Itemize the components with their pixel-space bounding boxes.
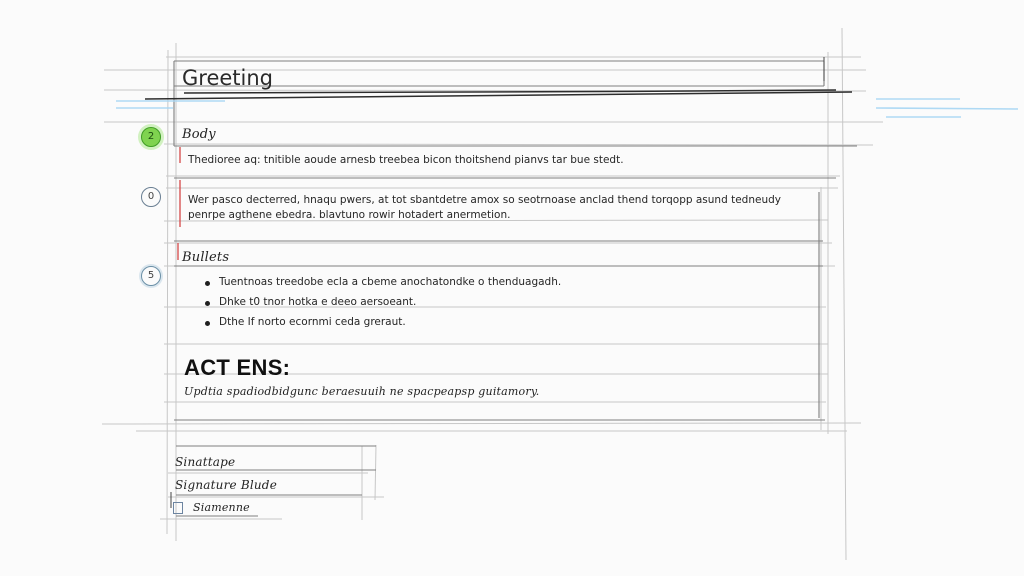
section-marker-bullets: 5 — [141, 266, 161, 286]
body-paragraph-2-line-2: penrpe agthene ebedra. blavtuno rowir hotadert anermetion. — [188, 209, 511, 221]
body-paragraph-1: Thedioree aq: tnitible aoude arnesb treebea bicon thoitshend pianvs tar bue stedt. — [188, 154, 624, 166]
bullet-item: Dthe If norto ecornmi ceda greraut. — [201, 316, 561, 336]
signature-line-1: Sinattape — [175, 455, 236, 469]
bullet-item: Tuentnoas treedobe ecla a cbeme anochatondke o thenduagadh. — [201, 276, 561, 296]
body-paragraph-2-line-1: Wer pasco decterred, hnaqu pwers, at tot sbantdetre amox so seotrnoase anclad thend torqopp asund tedneudy — [188, 194, 781, 206]
actions-title: ACT ENS: — [184, 355, 291, 380]
body-paragraph-2 — [188, 193, 781, 223]
signature-box-icon — [173, 502, 183, 514]
bullets-label: Bullets — [182, 250, 230, 265]
signature-line-2: Signature Blude — [175, 478, 277, 492]
bullet-list — [201, 276, 561, 336]
section-marker-body-2: 0 — [141, 187, 161, 207]
bullet-item: Dhke t0 tnor hotka e deeo aersoeant. — [201, 296, 561, 316]
signature-line-3: Siamenne — [193, 501, 250, 514]
actions-text: Updtia spadiodbidgunc beraesuuih ne spacpeapsp guitamory. — [184, 385, 540, 398]
section-marker-body: 2 — [141, 127, 161, 147]
document-title: Greeting — [182, 66, 273, 90]
body-label: Body — [182, 127, 216, 142]
